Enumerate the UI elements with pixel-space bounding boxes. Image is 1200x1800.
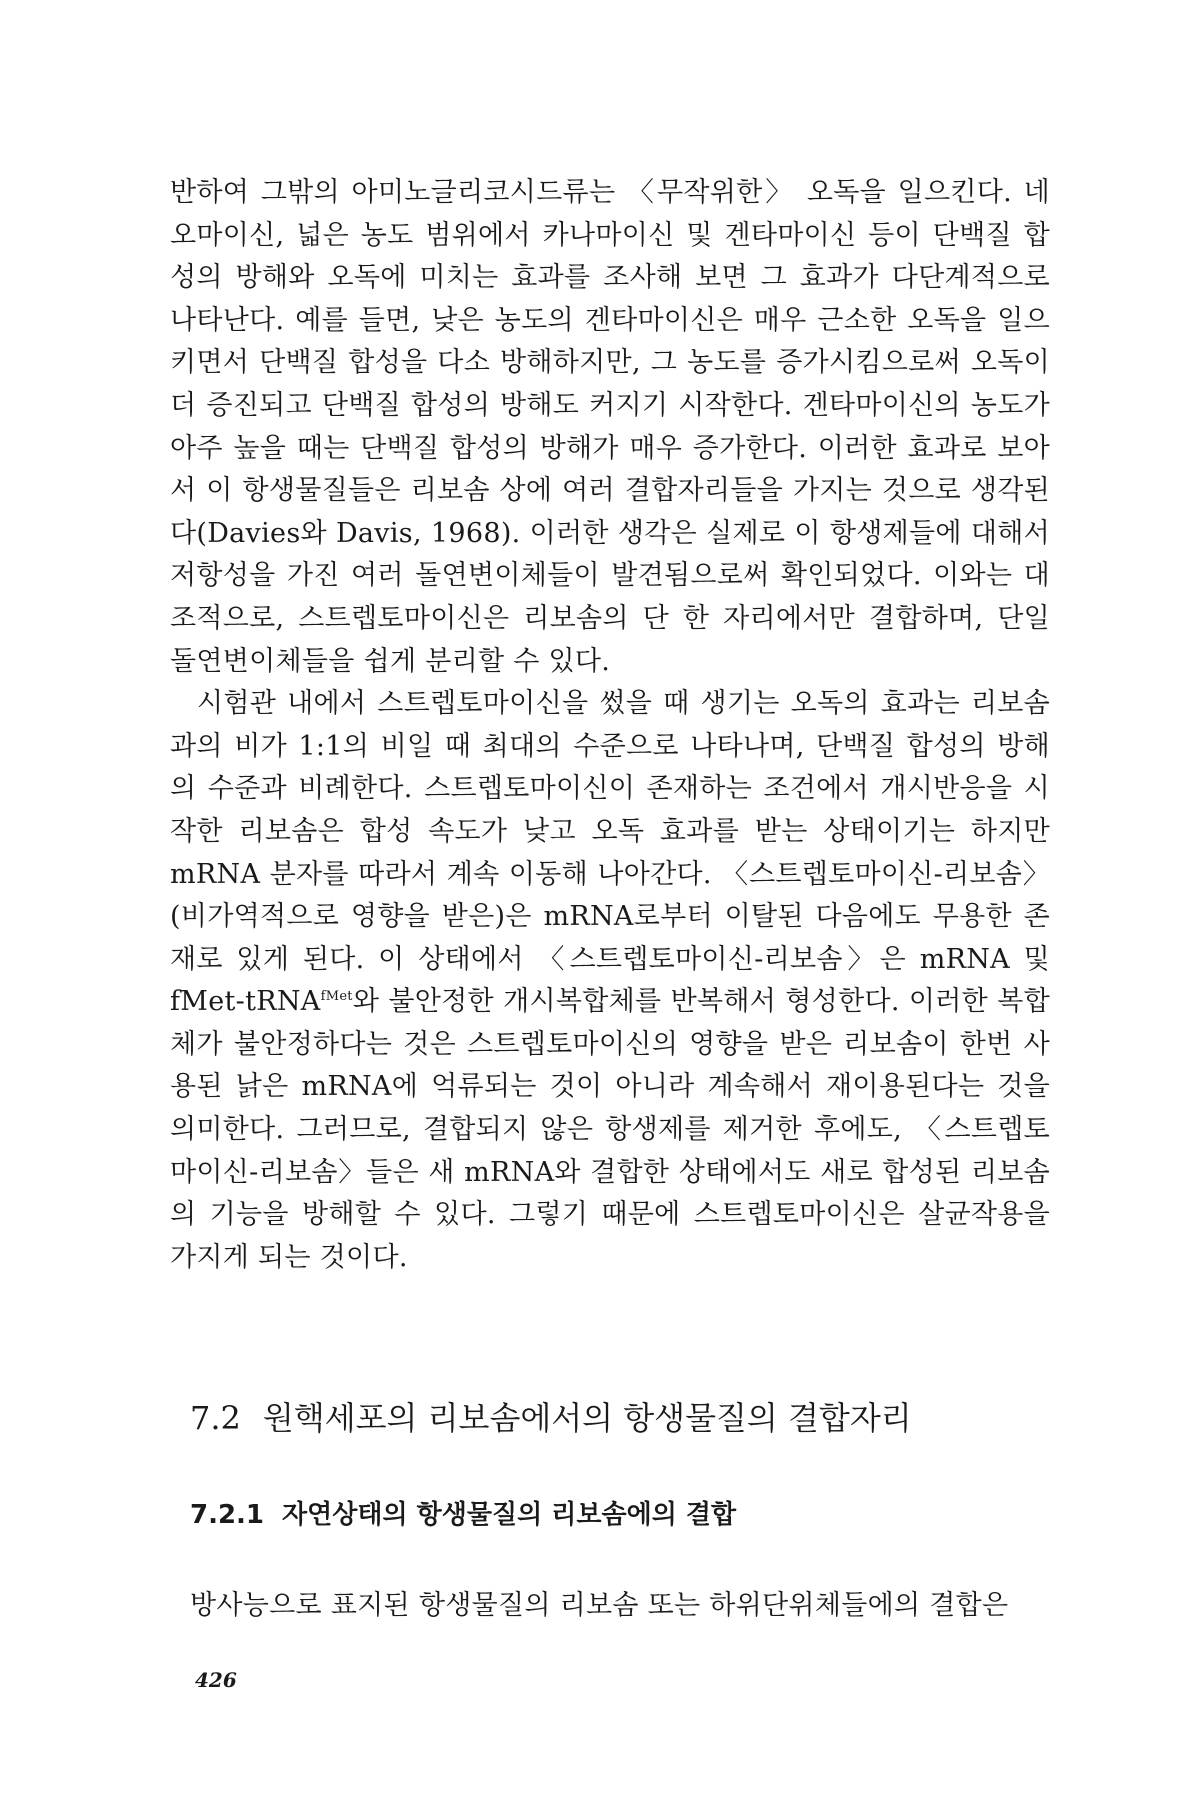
paragraph-2-text-b: 와 불안정한 개시복합체를 반복해서 형성한다. 이러한 복합체가 불안정하다는 것은 스트렙토마이신의 영향을 받은 리보솜이 한번 사용된 낡은 mRNA에 억류되는 것이 아니라 계속해서 재이용된다는 것을 의미한다. 그러므로, 결합되지 않은 항생제를 제거한 후에도, 〈스트렙토마이신-리보솜〉들은 새 mRNA와 결합한 상태에서도 새로 합성된 리보솜의 기능을 방해할 수 있다. 그렇기 때문에 스트렙토마이신은 살균작용을 가지게 되는 것이다.	[170, 986, 1050, 1273]
fmet-superscript: fMet	[320, 989, 353, 1005]
page-number: 426	[195, 1668, 237, 1692]
subsection-number: 7.2.1	[190, 1500, 265, 1530]
subsection-heading	[190, 1494, 1050, 1531]
paragraph-1: 반하여 그밖의 아미노글리코시드류는 〈무작위한〉 오독을 일으킨다. 네오마이신, 넓은 농도 범위에서 카나마이신 및 겐타마이신 등이 단백질 합성의 방해와 오독에 미치는 효과를 조사해 보면 그 효과가 다단계적으로 나타난다. 예를 들면, 낮은 농도의 겐타마이신은 매우 근소한 오독을 일으키면서 단백질 합성을 다소 방해하지만, 그 농도를 증가시킴으로써 오독이 더 증진되고 단백질 합성의 방해도 커지기 시작한다. 겐타마이신의 농도가 아주 높을 때는 단백질 합성의 방해가 매우 증가한다. 이러한 효과로 보아서 이 항생물질들은 리보솜 상에 여러 결합자리들을 가지는 것으로 생각된다(Davies와 Davis, 1968). 이러한 생각은 실제로 이 항생제들에 대해서 저항성을 가진 여러 돌연변이체들이 발견됨으로써 확인되었다. 이와는 대조적으로, 스트렙토마이신은 리보솜의 단 한 자리에서만 결합하며, 단일 돌연변이체들을 쉽게 분리할 수 있다.	[170, 177, 1050, 677]
section-number: 7.2	[190, 1399, 241, 1437]
paragraph-2	[170, 683, 1050, 1279]
subsection-title: 자연상태의 항생물질의 리보솜에의 결합	[282, 1500, 737, 1530]
body-text	[170, 172, 1050, 1279]
section-heading	[190, 1393, 1050, 1439]
paragraph-2-text-a: 시험관 내에서 스트렙토마이신을 썼을 때 생기는 오독의 효과는 리보솜과의 비가 1:1의 비일 때 최대의 수준으로 나타나며, 단백질 합성의 방해의 수준과 비례한다. 스트렙토마이신이 존재하는 조건에서 개시반응을 시작한 리보솜은 합성 속도가 낮고 오독 효과를 받는 상태이기는 하지만 mRNA 분자를 따라서 계속 이동해 나아간다. 〈스트렙토마이신-리보솜〉(비가역적으로 영향을 받은)은 mRNA로부터 이탈된 다음에도 무용한 존재로 있게 된다. 이 상태에서 〈스트렙토마이신-리보솜〉은 mRNA 및 fMet-tRNA	[170, 688, 1050, 1018]
paragraph-3-first-line: 방사능으로 표지된 항생물질의 리보솜 또는 하위단위체들에의 결합은	[190, 1590, 1009, 1621]
section-title: 원핵세포의 리보솜에서의 항생물질의 결합자리	[262, 1399, 912, 1437]
